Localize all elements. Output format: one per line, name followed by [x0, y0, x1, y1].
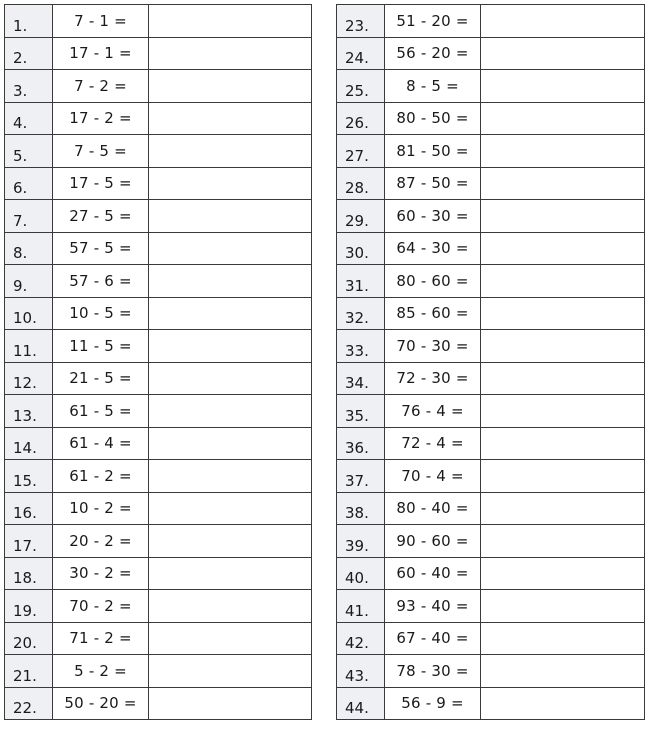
problem-number: 29.	[337, 200, 385, 233]
problem-expression: 87 - 50 =	[385, 167, 481, 200]
problem-row	[5, 622, 312, 655]
problem-number: 28.	[337, 167, 385, 200]
answer-box[interactable]	[481, 330, 645, 363]
problem-number: 34.	[337, 362, 385, 395]
problem-number: 5.	[5, 135, 53, 168]
problem-expression: 57 - 5 =	[53, 232, 149, 265]
answer-box[interactable]	[481, 102, 645, 135]
problem-number: 27.	[337, 135, 385, 168]
problem-expression: 64 - 30 =	[385, 232, 481, 265]
problem-row	[337, 655, 645, 688]
problem-number: 44.	[337, 687, 385, 720]
problem-number: 40.	[337, 557, 385, 590]
problem-number: 39.	[337, 525, 385, 558]
problem-expression: 10 - 2 =	[53, 492, 149, 525]
problem-number: 12.	[5, 362, 53, 395]
problem-row	[337, 590, 645, 623]
answer-box[interactable]	[149, 265, 312, 298]
problem-expression: 11 - 5 =	[53, 330, 149, 363]
problem-expression: 60 - 40 =	[385, 557, 481, 590]
problem-number: 22.	[5, 687, 53, 720]
problem-expression: 81 - 50 =	[385, 135, 481, 168]
problem-row	[337, 265, 645, 298]
problem-row	[337, 232, 645, 265]
answer-box[interactable]	[481, 265, 645, 298]
problem-row	[337, 330, 645, 363]
problem-table-right-body	[337, 5, 645, 720]
answer-box[interactable]	[149, 525, 312, 558]
answer-box[interactable]	[149, 557, 312, 590]
answer-box[interactable]	[481, 135, 645, 168]
answer-box[interactable]	[149, 362, 312, 395]
problem-number: 8.	[5, 232, 53, 265]
problem-expression: 90 - 60 =	[385, 525, 481, 558]
answer-box[interactable]	[149, 232, 312, 265]
problem-number: 6.	[5, 167, 53, 200]
answer-box[interactable]	[149, 687, 312, 720]
problem-table-right	[336, 4, 645, 720]
problem-row	[5, 102, 312, 135]
problem-row	[337, 492, 645, 525]
answer-box[interactable]	[149, 297, 312, 330]
problem-row	[5, 492, 312, 525]
problem-row	[5, 232, 312, 265]
problem-row	[5, 200, 312, 233]
problem-row	[337, 395, 645, 428]
answer-box[interactable]	[481, 492, 645, 525]
problem-number: 14.	[5, 427, 53, 460]
problem-number: 9.	[5, 265, 53, 298]
problem-table-left	[4, 4, 312, 720]
problem-expression: 30 - 2 =	[53, 557, 149, 590]
problem-expression: 93 - 40 =	[385, 590, 481, 623]
problem-number: 7.	[5, 200, 53, 233]
problem-row	[337, 135, 645, 168]
problem-number: 3.	[5, 70, 53, 103]
problem-expression: 51 - 20 =	[385, 5, 481, 38]
problem-row	[337, 167, 645, 200]
problem-expression: 80 - 40 =	[385, 492, 481, 525]
answer-box[interactable]	[481, 622, 645, 655]
problem-expression: 17 - 2 =	[53, 102, 149, 135]
problem-number: 35.	[337, 395, 385, 428]
problem-expression: 78 - 30 =	[385, 655, 481, 688]
problem-number: 16.	[5, 492, 53, 525]
problem-row	[5, 135, 312, 168]
problem-row	[337, 557, 645, 590]
problem-number: 36.	[337, 427, 385, 460]
problem-row	[337, 622, 645, 655]
problem-row	[5, 460, 312, 493]
problem-number: 20.	[5, 622, 53, 655]
problem-number: 15.	[5, 460, 53, 493]
problem-number: 2.	[5, 37, 53, 70]
problem-number: 1.	[5, 5, 53, 38]
problem-number: 23.	[337, 5, 385, 38]
problem-row	[5, 297, 312, 330]
problem-row	[5, 395, 312, 428]
problem-row	[5, 37, 312, 70]
problem-number: 11.	[5, 330, 53, 363]
problem-expression: 17 - 1 =	[53, 37, 149, 70]
problem-expression: 20 - 2 =	[53, 525, 149, 558]
problem-row	[5, 655, 312, 688]
answer-box[interactable]	[149, 37, 312, 70]
answer-box[interactable]	[481, 200, 645, 233]
problem-expression: 57 - 6 =	[53, 265, 149, 298]
problem-number: 30.	[337, 232, 385, 265]
problem-expression: 76 - 4 =	[385, 395, 481, 428]
answer-box[interactable]	[149, 492, 312, 525]
problem-number: 26.	[337, 102, 385, 135]
problem-table-left-body	[5, 5, 312, 720]
problem-expression: 8 - 5 =	[385, 70, 481, 103]
problem-row	[337, 427, 645, 460]
problem-row	[337, 70, 645, 103]
problem-expression: 50 - 20 =	[53, 687, 149, 720]
problem-row	[337, 5, 645, 38]
problem-expression: 61 - 2 =	[53, 460, 149, 493]
problem-number: 19.	[5, 590, 53, 623]
answer-box[interactable]	[149, 167, 312, 200]
problem-expression: 61 - 5 =	[53, 395, 149, 428]
problem-number: 25.	[337, 70, 385, 103]
problem-expression: 27 - 5 =	[53, 200, 149, 233]
problem-row	[337, 687, 645, 720]
problem-row	[5, 687, 312, 720]
answer-box[interactable]	[481, 167, 645, 200]
problem-number: 4.	[5, 102, 53, 135]
problem-number: 42.	[337, 622, 385, 655]
problem-number: 41.	[337, 590, 385, 623]
answer-box[interactable]	[481, 590, 645, 623]
problem-row	[5, 167, 312, 200]
answer-box[interactable]	[481, 687, 645, 720]
problem-number: 21.	[5, 655, 53, 688]
problem-row	[337, 460, 645, 493]
answer-box[interactable]	[149, 135, 312, 168]
problem-number: 17.	[5, 525, 53, 558]
problem-expression: 72 - 4 =	[385, 427, 481, 460]
problem-expression: 70 - 2 =	[53, 590, 149, 623]
problem-expression: 5 - 2 =	[53, 655, 149, 688]
problem-row	[337, 37, 645, 70]
problem-number: 43.	[337, 655, 385, 688]
problem-row	[337, 297, 645, 330]
answer-box[interactable]	[149, 102, 312, 135]
problem-expression: 56 - 20 =	[385, 37, 481, 70]
problem-number: 32.	[337, 297, 385, 330]
answer-box[interactable]	[481, 460, 645, 493]
answer-box[interactable]	[481, 427, 645, 460]
problem-expression: 70 - 30 =	[385, 330, 481, 363]
answer-box[interactable]	[149, 395, 312, 428]
problem-expression: 10 - 5 =	[53, 297, 149, 330]
problem-row	[5, 265, 312, 298]
problem-number: 24.	[337, 37, 385, 70]
problem-row	[5, 5, 312, 38]
answer-box[interactable]	[481, 557, 645, 590]
problem-expression: 21 - 5 =	[53, 362, 149, 395]
problem-number: 13.	[5, 395, 53, 428]
problem-number: 37.	[337, 460, 385, 493]
problem-number: 10.	[5, 297, 53, 330]
problem-expression: 7 - 1 =	[53, 5, 149, 38]
answer-box[interactable]	[149, 655, 312, 688]
answer-box[interactable]	[149, 427, 312, 460]
problem-expression: 80 - 60 =	[385, 265, 481, 298]
problem-number: 31.	[337, 265, 385, 298]
problem-row	[5, 330, 312, 363]
problem-number: 38.	[337, 492, 385, 525]
answer-box[interactable]	[481, 37, 645, 70]
answer-box[interactable]	[481, 362, 645, 395]
problem-row	[337, 362, 645, 395]
problem-number: 33.	[337, 330, 385, 363]
problem-expression: 80 - 50 =	[385, 102, 481, 135]
problem-expression: 17 - 5 =	[53, 167, 149, 200]
answer-box[interactable]	[149, 200, 312, 233]
problem-expression: 70 - 4 =	[385, 460, 481, 493]
answer-box[interactable]	[149, 460, 312, 493]
problem-expression: 72 - 30 =	[385, 362, 481, 395]
problem-row	[5, 557, 312, 590]
answer-box[interactable]	[149, 622, 312, 655]
answer-box[interactable]	[149, 70, 312, 103]
problem-expression: 61 - 4 =	[53, 427, 149, 460]
problem-row	[337, 200, 645, 233]
answer-box[interactable]	[481, 297, 645, 330]
problem-expression: 56 - 9 =	[385, 687, 481, 720]
problem-expression: 85 - 60 =	[385, 297, 481, 330]
answer-box[interactable]	[481, 525, 645, 558]
answer-box[interactable]	[149, 590, 312, 623]
answer-box[interactable]	[481, 232, 645, 265]
problem-row	[5, 427, 312, 460]
answer-box[interactable]	[149, 5, 312, 38]
problem-expression: 7 - 5 =	[53, 135, 149, 168]
problem-expression: 7 - 2 =	[53, 70, 149, 103]
problem-expression: 67 - 40 =	[385, 622, 481, 655]
problem-row	[5, 70, 312, 103]
problem-row	[337, 102, 645, 135]
problem-row	[5, 362, 312, 395]
problem-row	[337, 525, 645, 558]
problem-expression: 71 - 2 =	[53, 622, 149, 655]
answer-box[interactable]	[481, 655, 645, 688]
answer-box[interactable]	[481, 5, 645, 38]
problem-number: 18.	[5, 557, 53, 590]
answer-box[interactable]	[481, 395, 645, 428]
problem-expression: 60 - 30 =	[385, 200, 481, 233]
answer-box[interactable]	[149, 330, 312, 363]
answer-box[interactable]	[481, 70, 645, 103]
problem-row	[5, 590, 312, 623]
problem-row	[5, 525, 312, 558]
